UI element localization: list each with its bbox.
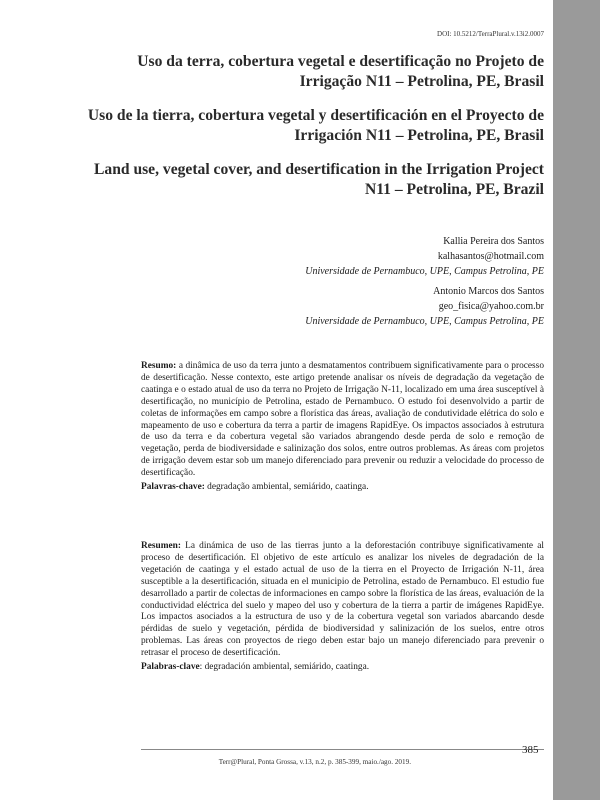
author-affiliation: Universidade de Pernambuco, UPE, Campus Petrolina, PE [305,266,544,278]
author-name: Kallia Pereira dos Santos [443,236,544,247]
author-1 [240,234,544,280]
abstract-text: La dinámica de uso de las tierras junto a la deforestación contribuye significativamente al proceso de desertificación. El objetivo de este artículo es analizar los niveles de degradación de la vegetación de caatinga y el estado actual de uso de la tierra en el Proyecto de Irrigación N-11, área susceptible a la desertificación, situada en el municipio de Petrolina, estado de Pernambuco. El estudio fue desarrollado a partir de colectas de informaciones en campo sobre la florística de las áreas, evaluación de la conductividad eléctrica del suelo y mapeo del uso y cobertura de la tierra a partir de imágenes RapidEye. Los impactos asociados a la estructura de uso y de la cobertura vegetal son variados abarcando desde pérdidas de suelo y vegetación, pérdida de biodiversidad y salinización de los suelos, entre otros problemas. Las áreas con proyectos de riego deben estar bajo un manejo diferenciado para prevenir o retrasar el proceso de desertificación. [141,541,544,659]
keywords-text: degradação ambiental, semiárido, caatinga. [204,482,369,493]
abstract-label: Resumen: [141,541,181,551]
author-block [240,234,544,333]
keywords-label: Palavras-chave: [141,482,205,493]
title-block [80,52,544,214]
side-band [553,0,600,800]
abstract-portuguese [141,361,544,494]
keywords-text: : degradación ambiental, semiárido, caatinga. [199,662,370,673]
title-spanish: Uso de la tierra, cobertura vegetal y desertificación en el Proyecto de Irrigación N11 – Petrolina, PE, Brasil [87,107,544,144]
keywords [141,482,544,494]
footer-divider [141,749,544,750]
author-2 [240,284,544,330]
abstract-spanish [141,541,544,674]
keywords-label: Palabras-clave [141,662,200,673]
author-email[interactable]: kalhasantos@hotmail.com [437,251,544,263]
author-affiliation: Universidade de Pernambuco, UPE, Campus Petrolina, PE [305,316,544,328]
doi-label: DOI: 10.5212/TerraPlural.v.13i2.0007 [437,30,544,38]
keywords [141,662,544,674]
author-email[interactable]: geo_fisica@yahoo.com.br [438,300,544,312]
abstract-body [141,541,544,660]
abstract-label: Resumo: [141,361,177,371]
abstract-text: a dinâmica de uso da terra junto a desmatamentos contribuem significativamente para o processo de desertificação. Nesse contexto, este artigo pretende analisar os níveis de degradação da vegetação de caatinga e o estado atual de uso da terra no Projeto de Irrigação N-11, localizado em uma área susceptível à desertificação, no município de Petrolina, estado de Pernambuco. O estudo foi desenvolvido a partir de coletas de informações em campo sobre a florística das áreas, avaliação de condutividade elétrica do solo e mapeamento de uso e cobertura da terra a partir de imagens RapidEye. Os impactos associados à estrutura de uso da terra e da cobertura vegetal são variados abrangendo desde perda de solo e remoção de vegetação, perda de biodiversidade e salinização dos solos, entre outros problemas. As áreas com projetos de irrigação devem estar sob um manejo diferenciado para prevenir ou reduzir a velocidade do processo de desertificação. [141,361,544,479]
page-number: 385 [522,744,539,756]
author-name: Antonio Marcos dos Santos [433,285,544,297]
title-english: Land use, vegetal cover, and desertification in the Irrigation Project N11 – Petrolina, PE, Brazil [94,161,544,198]
abstract-body [141,361,544,480]
title-portuguese: Uso da terra, cobertura vegetal e desertificação no Projeto de Irrigação N11 – Petrolina, PE, Brasil [137,53,544,90]
footer-citation: Terr@Plural, Ponta Grossa, v.13, n.2, p. 385-399, maio./ago. 2019. [218,758,411,766]
